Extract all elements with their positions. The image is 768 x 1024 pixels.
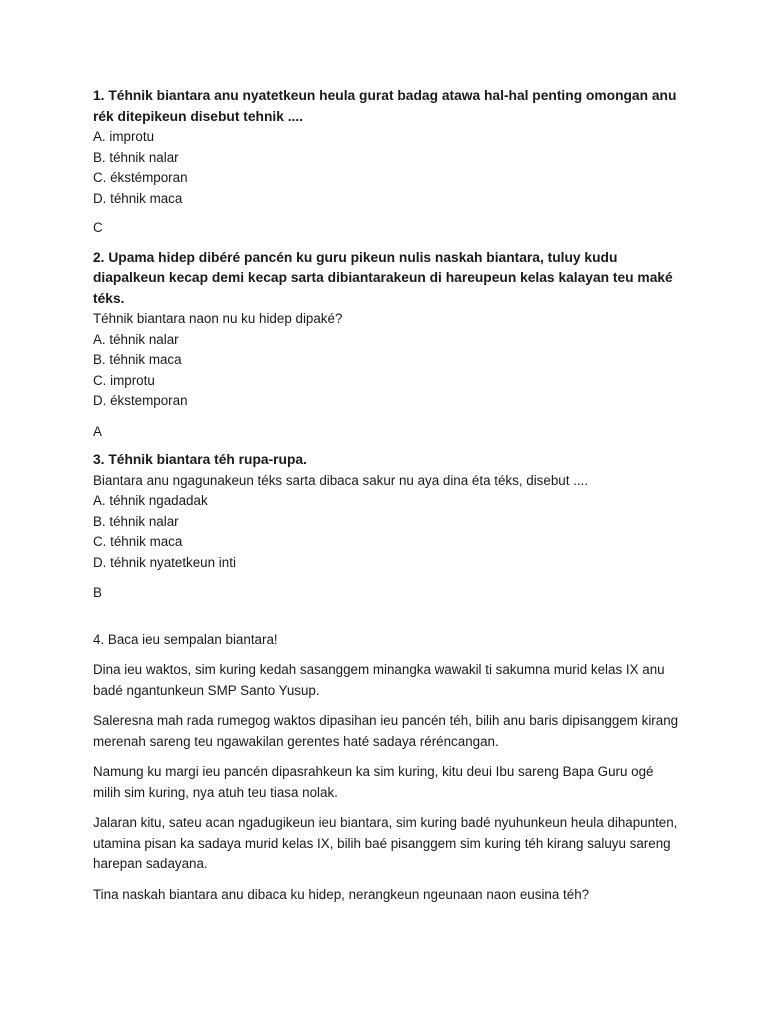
question-2-title: 2. Upama hidep dibéré pancén ku guru pikeun nulis naskah biantara, tuluy kudu diapalkeun kecap demi kecap sarta dibiantarakeun di hareupeun kelas kalayan teu maké téks.	[93, 249, 673, 306]
question-2-option-a: A. téhnik nalar	[93, 331, 179, 347]
question-4-question: Tina naskah biantara anu dibaca ku hidep, nerangkeun ngeunaan naon eusina téh?	[93, 886, 590, 902]
question-1-option-a: A. improtu	[93, 129, 155, 144]
question-4-paragraph-1: Dina ieu waktos, sim kuring kedah sasanggem minangka wawakil ti sakumna murid kelas IX anu badé ngantunkeun SMP Santo Yusup.	[93, 662, 665, 698]
question-4	[93, 630, 683, 906]
document-content	[93, 86, 683, 905]
question-2	[93, 248, 683, 443]
question-4-paragraph-4: Jalaran kitu, sateu acan ngadugikeun ieu biantara, sim kuring badé nyuhunkeun heula dihapunten, utamina pisan ka sadaya murid kelas IX, bilih baé pisanggem sim kuring téh kirang saluyu sareng harepan sadayana.	[93, 815, 678, 871]
question-3-answer: B	[93, 585, 102, 600]
question-3-option-b: B. téhnik nalar	[93, 513, 179, 529]
question-3-option-a: A. téhnik ngadadak	[93, 493, 208, 508]
question-2-option-c: C. improtu	[93, 372, 155, 388]
question-1	[93, 86, 683, 239]
question-3-option-c: C. téhnik maca	[93, 534, 183, 549]
question-3-title: 3. Téhnik biantara téh rupa-rupa.	[93, 452, 307, 467]
question-2-option-b: B. téhnik maca	[93, 352, 182, 367]
question-1-title: 1. Téhnik biantara anu nyatetkeun heula gurat badag atawa hal-hal penting omongan anu rék ditepikeun disebut tehnik ....	[93, 88, 677, 124]
question-3	[93, 450, 683, 604]
question-2-option-d: D. ékstemporan	[93, 393, 188, 408]
question-2-answer: A	[93, 423, 102, 439]
question-3-prompt: Biantara anu ngagunakeun téks sarta dibaca sakur nu aya dina éta téks, disebut ....	[93, 472, 589, 488]
question-1-answer: C	[93, 220, 103, 235]
question-2-prompt: Téhnik biantara naon nu ku hidep dipaké?	[93, 311, 343, 326]
question-1-option-d: D. téhnik maca	[93, 190, 183, 206]
question-1-option-b: B. téhnik nalar	[93, 149, 179, 165]
question-4-paragraph-2: Saleresna mah rada rumegog waktos dipasihan ieu pancén téh, bilih anu baris dipisanggem kirang merenah sareng teu ngawakilan gerentes haté sadaya réréncangan.	[93, 713, 679, 749]
question-3-option-d: D. téhnik nyatetkeun inti	[93, 554, 236, 570]
question-1-option-c: C. ékstémporan	[93, 170, 188, 185]
question-4-heading: 4. Baca ieu sempalan biantara!	[93, 631, 278, 647]
question-4-paragraph-3: Namung ku margi ieu pancén dipasrahkeun ka sim kuring, kitu deui Ibu sareng Bapa Guru ogé milih sim kuring, nya atuh teu tiasa nolak.	[93, 764, 654, 800]
